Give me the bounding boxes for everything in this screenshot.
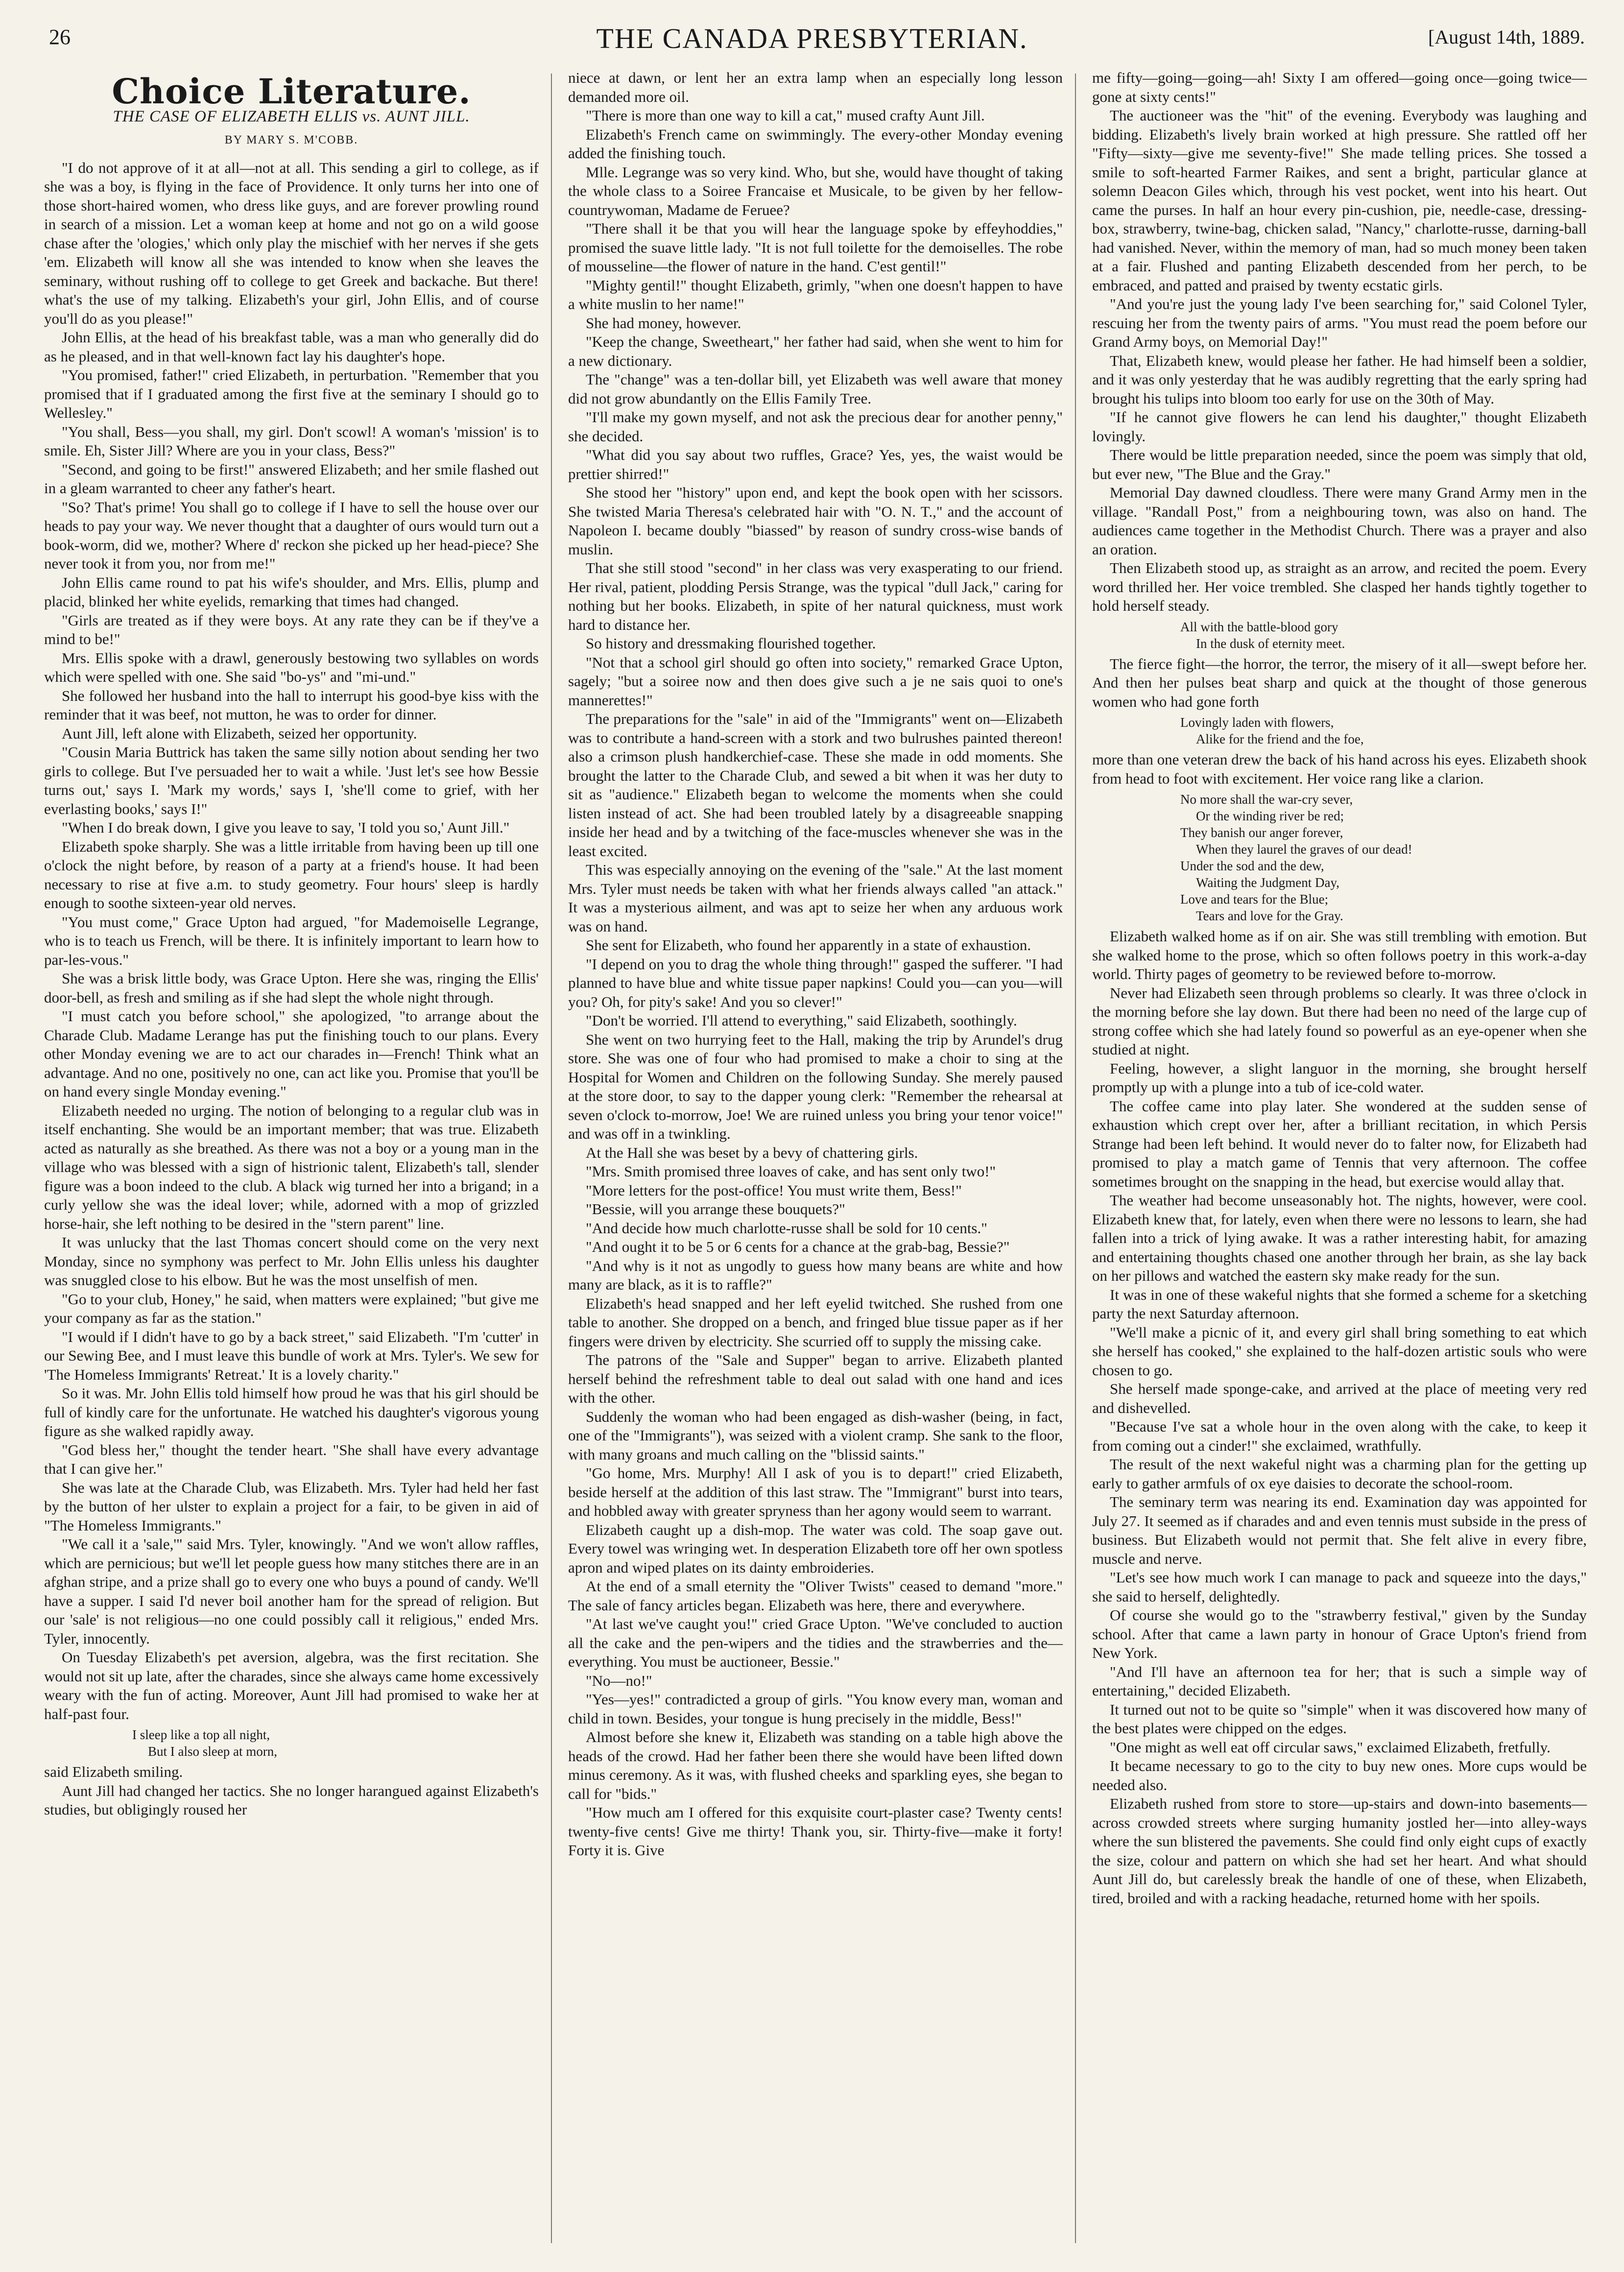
paragraph: At the Hall she was beset by a bevy of chattering girls. [586, 1144, 918, 1161]
column-1-body [44, 159, 539, 1724]
paragraph: The fierce fight—the horror, the terror, the misery of it all—swept before her. And then her pulses beat sharp and quick at the thought of those generous women who had gone forth [1092, 655, 1587, 710]
paragraph: "At last we've caught you!" cried Grace Upton. "We've concluded to auction all the cake and the pen-wipers and the tidies and the strawberries and the—everything. You must be auctioneer, Bessie." [568, 1615, 1063, 1670]
paragraph: Then Elizabeth stood up, as straight as an arrow, and recited the poem. Every word thrilled her. Her voice trembled. She clasped her hands tightly together to hold herself steady. [1092, 559, 1587, 614]
paragraph: "Bessie, will you arrange these bouquets?" [586, 1200, 845, 1218]
paragraph: Elizabeth rushed from store to store—up-stairs and down-into basements—across crowded streets where surging humanity jostled her—into alley-ways where the sun blistered the pavements. She could find only eight cups of exactly the size, colour and pattern on which she had set her heart. And what should Aunt Jill do, but carelessly break the handle of one of these, when Elizabeth, tired, broiled and with a racking headache, returned home with her spoils. [1092, 1795, 1587, 1907]
verse [1180, 714, 1587, 747]
paragraph: "One might as well eat off circular saws," exclaimed Elizabeth, fretfully. [1110, 1738, 1551, 1756]
column-rule [551, 73, 552, 2243]
paragraph: "Not that a school girl should go often into society," remarked Grace Upton, sagely; "but a soiree now and then does give such a je ne sais quoi to one's mannerettes!" [568, 653, 1063, 709]
paragraph: It turned out not to be quite so "simple" when it was discovered how many of the best plates were chipped on the edges. [1092, 1700, 1587, 1737]
verse-line: I sleep like a top all night, [132, 1727, 270, 1742]
paragraph: It was in one of these wakeful nights that she formed a scheme for a sketching party the next Saturday afternoon. [1092, 1286, 1587, 1322]
verse [1180, 791, 1587, 924]
paragraph: "More letters for the post-office! You must write them, Bess!" [586, 1181, 962, 1199]
paragraph: She stood her "history" upon end, and kept the book open with her scissors. She twisted Maria Theresa's celebrated hair with "O. N. T.," and the account of Napoleon I. became doubly "biassed" by reason of sundry cross-wise bands of muslin. [568, 484, 1063, 558]
column-3-body [1092, 69, 1587, 616]
verse-line: Under the sod and the dew, [1180, 859, 1324, 873]
paragraph: "You promised, father!" cried Elizabeth, in perturbation. "Remember that you promised that if I graduated among the first five at the seminary I should go to Wellesley." [44, 366, 539, 421]
paragraph: Elizabeth's head snapped and her left eyelid twitched. She rushed from one table to another. She dropped on a bench, and fringed blue tissue paper as if her fingers were driven by electricity. She scurried off to supply the missing cake. [568, 1294, 1063, 1350]
paragraph: "God bless her," thought the tender heart. "She shall have every advantage that I can give her." [44, 1441, 539, 1477]
paragraph: "And why is it not as ungodly to guess how many beans are white and how many are black, as it is to raffle?" [568, 1257, 1063, 1293]
column-rule [1075, 73, 1076, 2243]
paragraph: Never had Elizabeth seen through problems so clearly. It was three o'clock in the morning before she lay down. But there had been no need of the large cup of strong coffee which she had lately found so powerful as an eye-opener when she studied at night. [1092, 984, 1587, 1058]
column-1 [44, 69, 539, 1819]
paragraph: "We call it a 'sale,'" said Mrs. Tyler, knowingly. "And we won't allow raffles, which are pernicious; but we'll let people guess how many stitches there are in an afghan stripe, and a prize shall go to every one who buys a pound of candy. We'll have a supper. I said I'd never boil another ham for the spread of religion. But our 'sale' is not religious—no one could possibly call it religious," ended Mrs. Tyler, innocently. [44, 1535, 539, 1647]
page-header [20, 20, 1604, 59]
paragraph: "If he cannot give flowers he can lend his daughter," thought Elizabeth lovingly. [1092, 408, 1587, 445]
paragraph: "And I'll have an afternoon tea for her; that is such a simple way of entertaining," decided Elizabeth. [1092, 1663, 1587, 1699]
paragraph: So history and dressmaking flourished together. [586, 635, 876, 652]
paragraph: "I'll make my gown myself, and not ask the precious dear for another penny," she decided. [568, 408, 1063, 445]
paragraph: "I do not approve of it at all—not at all. This sending a girl to college, as if she was a boy, is flying in the face of Providence. It only turns her into one of those short-haired women, who dress like guys, and are forever prowling round in search of a mission. Let a woman keep at home and not go on a wild goose chase after the 'ologies,' which only play the mischief with her nerves if she gets 'em. Elizabeth will know all she was intended to know when she leaves the seminary, without rushing off to college to get Greek and backache. But there! what's the use of my talking. Elizabeth's your girl, John Ellis, and of course you'll do as you please!" [44, 159, 539, 327]
verse-line: Love and tears for the Blue; [1180, 892, 1329, 907]
paragraph: niece at dawn, or lent her an extra lamp when an especially long lesson demanded more oil. [568, 69, 1063, 105]
paragraph: "Second, and going to be first!" answered Elizabeth; and her smile flashed out in a gleam warranted to cheer any father's heart. [44, 460, 539, 497]
paragraph: The "change" was a ten-dollar bill, yet Elizabeth was well aware that money did not grow abundantly on the Ellis Family Tree. [568, 371, 1063, 407]
verse-line: Waiting the Judgment Day, [1196, 875, 1340, 890]
column-3 [1092, 69, 1587, 1908]
paragraph: She went on two hurrying feet to the Hall, making the trip by Arundel's drug store. She was one of four who had promised to make a choir to sing at the Hospital for Women and Children on the following Sunday. She merely paused at the store door, to say to the dapper young clerk: "Remember the rehearsal at seven o'clock to-morrow, Joe! We are ruined unless you bring your tenor voice!" and was off in a twinkling. [568, 1030, 1063, 1142]
paragraph: Aunt Jill had changed her tactics. She no longer harangued against Elizabeth's studies, but obligingly roused her [44, 1782, 539, 1818]
paragraph: "So? That's prime! You shall go to college if I have to sell the house over our heads to pay your way. We never thought that a daughter of ours would turn out a book-worm, did we, mother? Where d' reckon she picked up her head-piece? She never took it from you, nor from me!" [44, 498, 539, 572]
paragraph: "There shall it be that you will hear the language spoke by effeyhoddies," promised the suave little lady. "It is not full toilette for the demoiselles. The robe of mousseline—the flower of nature in the hand. C'est gentil!" [568, 220, 1063, 275]
paragraph: "I would if I didn't have to go by a back street," said Elizabeth. "I'm 'cutter' in our Sewing Bee, and I must leave this bundle of work at Mrs. Tyler's. We sew for 'The Homeless Immigrants' Retreat.' It is a lovely charity." [44, 1328, 539, 1383]
publication-title: THE CANADA PRESBYTERIAN. [596, 23, 1028, 54]
paragraph: "Yes—yes!" contradicted a group of girls. "You know every man, woman and child in town. Besides, your tongue is hung precisely in the middle, Bess!" [568, 1691, 1063, 1727]
paragraph: She herself made sponge-cake, and arrived at the place of meeting very red and dishevelled. [1092, 1380, 1587, 1416]
paragraph: So it was. Mr. John Ellis told himself how proud he was that his girl should be full of kindly care for the unfortunate. He watched his daughter's vigorous young figure as she walked rapidly away. [44, 1385, 539, 1439]
paragraph: "What did you say about two ruffles, Grace? Yes, yes, the waist would be prettier shirred!" [568, 446, 1063, 482]
paragraph: Feeling, however, a slight languor in the morning, she brought herself promptly up with a plunge into a tub of ice-cold water. [1092, 1059, 1587, 1096]
column-3-text [1092, 655, 1587, 712]
paragraph: "Let's see how much work I can manage to pack and squeeze into the days," she said to herself, delightedly. [1092, 1569, 1587, 1605]
paragraph: Of course she would go to the "strawberry festival," given by the Sunday school. After that came a lawn party in honour of Grace Upton's friend from New York. [1092, 1606, 1587, 1661]
paragraph: That, Elizabeth knew, would please her father. He had himself been a soldier, and it was only yesterday that he was audibly regretting that the early spring had brought his tulips into bloom too early for use on the 30th of May. [1092, 352, 1587, 407]
paragraph: It was unlucky that the last Thomas concert should come on the very next Monday, since no symphony was perfect to Mr. John Ellis unless his daughter was snuggled close to his elbow. But he was the most unselfish of men. [44, 1234, 539, 1289]
paragraph: "I depend on you to drag the whole thing through!" gasped the sufferer. "I had planned to have blue and white tissue paper napkins! Could you—can you—will you? Oh, for pity's sake! And you so clever!" [568, 955, 1063, 1010]
verse-line: All with the battle-blood gory [1180, 619, 1338, 634]
column-3-text [1092, 927, 1587, 1908]
verse-line: Alike for the friend and the foe, [1196, 732, 1364, 746]
byline: BY MARY S. M'COBB. [224, 134, 358, 146]
paragraph: At the end of a small eternity the "Oliver Twists" ceased to demand "more." The sale of fancy articles began. Elizabeth was here, there and everywhere. [568, 1578, 1063, 1614]
verse [132, 1726, 539, 1760]
paragraph: The weather had become unseasonably hot. The nights, however, were cool. Elizabeth knew that, for lately, even when there were no lessons to learn, she had fallen into a trick of lying awake. It was a rather interesting habit, for amazing and entertaining thoughts chased one another through her brain, as she lay back on her pillows and watched the eastern sky make ready for the sun. [1092, 1192, 1587, 1284]
paragraph: Elizabeth needed no urging. The notion of belonging to a regular club was in itself enchanting. She would be an important member; that was true. Elizabeth acted as naturally as she breathed. As there was not a boy or a young man in the village who was blessed with a sign of histrionic talent, Elizabeth's tall, slender figure was a boon indeed to the club. A black wig turned her into a brigand; in a curly yellow she was the ideal lover; while, adorned with a mop of grizzled horse-hair, she left nothing to be desired in the "stern parent" line. [44, 1101, 539, 1232]
paragraph: This was especially annoying on the evening of the "sale." At the last moment Mrs. Tyler must needs be taken with what her friends always called "an attack." It was a mysterious ailment, and was apt to seize her when any arduous work was on hand. [568, 861, 1063, 935]
paragraph: She was late at the Charade Club, was Elizabeth. Mrs. Tyler had held her fast by the button of her ulster to explain a project for a fair, to be given in aid of "The Homeless Immigrants." [44, 1479, 539, 1534]
paragraph: Elizabeth's French came on swimmingly. The every-other Monday evening added the finishing touch. [568, 125, 1063, 162]
paragraph: "Go to your club, Honey," he said, when matters were explained; "but give me your company as far as the station." [44, 1290, 539, 1326]
column-1-continuation [44, 1763, 539, 1819]
paragraph: The seminary term was nearing its end. Examination day was appointed for July 27. It seemed as if charades and and even tennis must subside in the press of business. But Elizabeth would not permit that. She felt alive in every fibre, muscle and nerve. [1092, 1493, 1587, 1567]
verse-line: Or the winding river be red; [1196, 809, 1344, 823]
paragraph: She was a brisk little body, was Grace Upton. Here she was, ringing the Ellis' door-bell, as fresh and smiling as if she had slept the whole night through. [44, 970, 539, 1006]
paragraph: John Ellis came round to pat his wife's shoulder, and Mrs. Ellis, plump and placid, blinked her white eyelids, remarking that times had changed. [44, 574, 539, 610]
paragraph: "I must catch you before school," she apologized, "to arrange about the Charade Club. Madame Lerange has put the finishing touch to our plans. Every other Monday evening we are to act our charades in—French! Think what an advantage. And no one, positively no one, can act like you. Promise that you'll be on hand every single Monday evening." [44, 1007, 539, 1100]
paragraph: "Mighty gentil!" thought Elizabeth, grimly, "when one doesn't happen to have a white muslin to her name!" [568, 276, 1063, 312]
verse-line: When they laurel the graves of our dead! [1196, 842, 1412, 857]
paragraph: "And decide how much charlotte-russe shall be sold for 10 cents." [586, 1219, 987, 1237]
page-number: 26 [49, 25, 71, 49]
verse-line: They banish our anger forever, [1180, 825, 1343, 840]
verse-line: Lovingly laden with flowers, [1180, 715, 1334, 730]
paragraph: "Mrs. Smith promised three loaves of cake, and has sent only two!" [586, 1163, 996, 1180]
paragraph: It became necessary to go to the city to buy new ones. More cups would be needed also. [1092, 1757, 1587, 1794]
paragraph: Elizabeth walked home as if on air. She was still trembling with emotion. But she walked home to the prose, which so often follows poetry in this work-a-day world. Thirty pages of geometry to be reviewed before to-morrow. [1092, 928, 1587, 982]
paragraph: "When I do break down, I give you leave to say, 'I told you so,' Aunt Jill." [62, 819, 510, 836]
paragraph: Elizabeth spoke sharply. She was a little irritable from having been up till one o'clock the night before, by reason of a party at a friend's house. It had been necessary to rise at five a.m. to study geometry. Four hours' sleep is hardly enough to soothe sixteen-year old nerves. [44, 837, 539, 911]
paragraph: The patrons of the "Sale and Supper" began to arrive. Elizabeth planted herself behind the refreshment table to deal out salad with one hand and ices with the other. [568, 1351, 1063, 1406]
paragraph: Mrs. Ellis spoke with a drawl, generously bestowing two syllables on words which were spelled with one. She said "bo-ys" and "mi-und." [44, 649, 539, 685]
paragraph: She had money, however. [586, 314, 741, 332]
story-title: THE CASE OF ELIZABETH ELLIS vs. AUNT JILL. [113, 107, 470, 125]
column-2 [568, 69, 1063, 1860]
paragraph: me fifty—going—going—ah! Sixty I am offered—going once—going twice—gone at sixty cents!" [1092, 69, 1587, 105]
verse-line: Tears and love for the Gray. [1196, 909, 1343, 923]
verse [1180, 619, 1587, 652]
paragraph: Aunt Jill, left alone with Elizabeth, seized her opportunity. [62, 724, 417, 742]
paragraph: "Because I've sat a whole hour in the oven along with the cake, to keep it from coming out a cinder!" she exclaimed, wrathfully. [1092, 1418, 1587, 1454]
paragraph: "You shall, Bess—you shall, my girl. Don't scowl! A woman's 'mission' is to smile. Eh, Sister Jill? Where are you in your class, Bess?" [44, 423, 539, 459]
paragraph: The result of the next wakeful night was a charming plan for the getting up early to gather armfuls of ox eye daisies to decorate the school-room. [1092, 1456, 1587, 1492]
paragraph: The coffee came into play later. She wondered at the sudden sense of exhaustion which crept over her, after a brilliant recitation, in which Persis Strange had been left behind. It would never do to falter now, for Elizabeth had promised to play a match game of Tennis that very afternoon. The coffee sometimes brought on the snapping in the head, but exercise would allay that. [1092, 1097, 1587, 1190]
paragraph: "We'll make a picnic of it, and every girl shall bring something to eat which she herself has cooked," she explained to the half-dozen artistic souls who were chosen to go. [1092, 1323, 1587, 1379]
paragraph: The preparations for the "sale" in aid of the "Immigrants" went on—Elizabeth was to contribute a hand-screen with a stork and two bulrushes painted thereon! also a crimson plush handkerchief-case. These she made in odd moments. She brought the latter to the Charade Club, and sewed a bit when it was her duty to sit as "audience." Elizabeth began to welcome the moments when she could listen instead of act. She had been troubled lately by a disagreeable snapping inside her head and by a twitching of the face-muscles whenever she was in the least excited. [568, 710, 1063, 860]
column-2-body [568, 69, 1063, 1860]
paragraph: On Tuesday Elizabeth's pet aversion, algebra, was the first recitation. She would not sit up late, after the charades, since she always came home excessively weary with the fun of acting. Moreover, Aunt Jill had promised to wake her at half-past four. [44, 1649, 539, 1722]
paragraph: She sent for Elizabeth, who found her apparently in a state of exhaustion. [586, 936, 1031, 954]
section-title: Choice Literature. [112, 71, 471, 112]
paragraph: "Cousin Maria Buttrick has taken the same silly notion about sending her two girls to college. But I've persuaded her to wait a while. 'Just let's see how Bessie turns out,' says I. 'Mark my words,' says I, 'she'll come to grief, with her everlasting books,' says I!" [44, 743, 539, 817]
paragraph: "And you're just the young lady I've been searching for," said Colonel Tyler, rescuing her from the twenty pairs of arms. "You must read the poem before our Grand Army boys, on Memorial Day!" [1092, 295, 1587, 350]
paragraph: The auctioneer was the "hit" of the evening. Everybody was laughing and bidding. Elizabeth's lively brain worked at high pressure. She rattled off her "Fifty—sixty—give me seventy-five!" She made telling prices. She tossed a smile to soft-hearted Farmer Raikes, and sent a bright, particular glance at solemn Deacon Giles which, through his vest pocket, went into his heart. Out came the purses. In half an hour every pin-cushion, pie, needle-case, dressing-box, strawberry, twine-bag, chicken salad, "Nancy," charlotte-russe, darning-ball had vanished. Never, within the memory of man, had so much money been taken at a fair. Flushed and panting Elizabeth descended from her perch, to be embraced, and patted and praised by twenty ecstatic girls. [1092, 107, 1587, 294]
paragraph: "Girls are treated as if they were boys. At any rate they can be if they've a mind to be!" [44, 611, 539, 647]
paragraph: Almost before she knew it, Elizabeth was standing on a table high above the heads of the crowd. Had her father been there she would have been lifted down minus ceremony. As it was, with flushed cheeks and sparkling eyes, she began to call for "bids." [568, 1728, 1063, 1802]
paragraph: "Keep the change, Sweetheart," her father had said, when she went to him for a new dictionary. [568, 333, 1063, 369]
paragraph: That she still stood "second" in her class was very exasperating to our friend. Her rival, patient, plodding Persis Strange, was the typical "dull Jack," caring for nothing but her books. Elizabeth, in spite of her natural quickness, must work hard to distance her. [568, 559, 1063, 633]
paragraph: "No—no!" [586, 1672, 652, 1689]
paragraph: "And ought it to be 5 or 6 cents for a chance at the grab-bag, Bessie?" [586, 1238, 1010, 1255]
issue-date: [August 14th, 1889. [1428, 26, 1585, 48]
paragraph: There would be little preparation needed, since the poem was simply that old, but ever new, "The Blue and the Gray." [1092, 446, 1587, 482]
paragraph: She followed her husband into the hall to interrupt his good-bye kiss with the reminder that it was beef, not mutton, he was to order for dinner. [44, 687, 539, 723]
paragraph: "How much am I offered for this exquisite court-plaster case? Twenty cents! twenty-five cents! Give me thirty! Thank you, sir. Thirty-five—make it forty! Forty it is. Give [568, 1804, 1063, 1859]
paragraph: Elizabeth caught up a dish-mop. The water was cold. The soap gave out. Every towel was wringing wet. In desperation Elizabeth tore off her own spotless apron and wiped plates on its dainty embroideries. [568, 1521, 1063, 1576]
paragraph: "There is more than one way to kill a cat," mused crafty Aunt Jill. [586, 107, 985, 124]
paragraph: "Go home, Mrs. Murphy! All I ask of you is to depart!" cried Elizabeth, beside herself at the addition of this last straw. The "Immigrant" burst into tears, and hobbled away with greater spryness than her agony would seem to warrant. [568, 1464, 1063, 1519]
paragraph: John Ellis, at the head of his breakfast table, was a man who generally did do as he pleased, and in that well-known fact lay his daughter's hope. [44, 329, 539, 365]
column-3-text [1092, 750, 1587, 788]
paragraph: Suddenly the woman who had been engaged as dish-washer (being, in fact, one of the "Immigrants"), was seized with a violent cramp. She sank to the floor, with many groans and much calling on the "blissid saints." [568, 1408, 1063, 1463]
paragraph: Memorial Day dawned cloudless. There were many Grand Army men in the village. "Randall Post," from a neighbouring town, was also on hand. The audiences came together in the Methodist Church. There was a prayer and also an oration. [1092, 484, 1587, 558]
paragraph: "You must come," Grace Upton had argued, "for Mademoiselle Legrange, who is to teach us French, will be there. It is infinitely important to learn how to par-les-vous." [44, 913, 539, 968]
paragraph: more than one veteran drew the back of his hand across his eyes. Elizabeth shook from head to foot with excitement. Her voice rang like a clarion. [1092, 751, 1587, 787]
verse-line: No more shall the war-cry sever, [1180, 792, 1353, 807]
verse-line: But I also sleep at morn, [148, 1744, 277, 1759]
paragraph: said Elizabeth smiling. [44, 1763, 183, 1780]
paragraph: Mlle. Legrange was so very kind. Who, but she, would have thought of taking the whole class to a Soiree Francaise et Musicale, to be given by her fellow-countrywoman, Madame de Feruee? [568, 163, 1063, 218]
verse-line: In the dusk of eternity meet. [1196, 636, 1345, 651]
paragraph: "Don't be worried. I'll attend to everything," said Elizabeth, soothingly. [586, 1012, 1017, 1029]
